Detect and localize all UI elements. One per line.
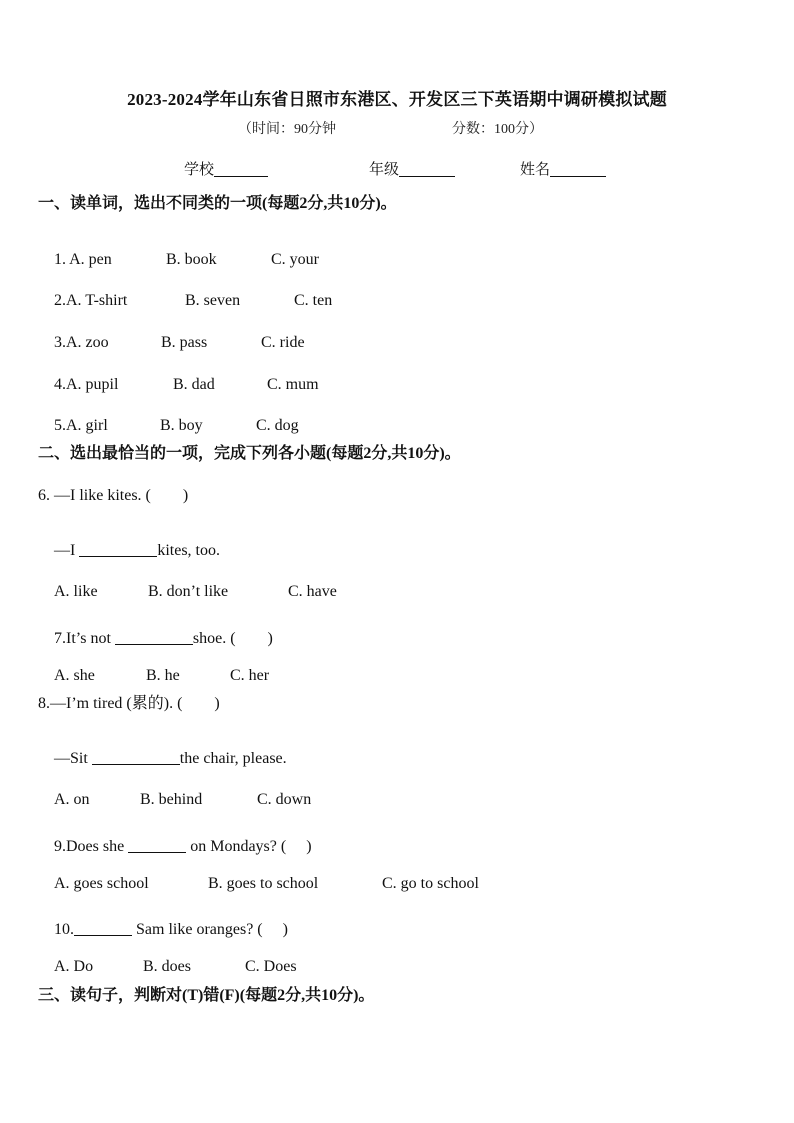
name-label: 姓名 bbox=[520, 162, 551, 178]
q1-option-c: C. your bbox=[271, 251, 319, 268]
q7-option-a: A. she bbox=[54, 667, 95, 684]
grade-blank bbox=[399, 160, 455, 177]
q10-option-a: A. Do bbox=[54, 958, 94, 975]
q5-option-a: 5.A. girl bbox=[54, 417, 108, 434]
section-3-heading: 三、读句子，判断对(T)错(F)(每题2分,共10分)。 bbox=[38, 987, 375, 1004]
q3-option-c: C. ride bbox=[261, 334, 305, 351]
q1-option-b: B. book bbox=[166, 251, 217, 268]
q7-answer-blank[interactable] bbox=[115, 630, 193, 645]
q3-option-b: B. pass bbox=[161, 334, 208, 351]
q6-option-b: B. don’t like bbox=[148, 583, 229, 600]
school-label: 学校 bbox=[184, 162, 215, 178]
q10-option-c: C. Does bbox=[245, 958, 297, 975]
name-field bbox=[520, 158, 606, 179]
school-field bbox=[184, 158, 268, 179]
name-blank bbox=[550, 160, 606, 177]
q6-option-a: A. like bbox=[54, 583, 98, 600]
q9-pre: 9.Does she bbox=[54, 838, 129, 855]
q8-option-a: A. on bbox=[54, 791, 90, 808]
q7-option-c: C. her bbox=[230, 667, 270, 684]
q9-answer-blank[interactable] bbox=[128, 838, 186, 853]
q7-option-b: B. he bbox=[146, 667, 180, 684]
time-label: （时间：90分钟 bbox=[238, 122, 336, 137]
q8-answer-blank[interactable] bbox=[92, 750, 180, 765]
score-label: 分数：100分） bbox=[452, 122, 543, 137]
q8-option-c: C. down bbox=[257, 791, 312, 808]
q4-option-c: C. mum bbox=[267, 376, 319, 393]
q8-line2-post: the chair, please. bbox=[179, 750, 287, 767]
q9-option-c: C. go to school bbox=[382, 875, 479, 892]
q7-post: shoe. ( ) bbox=[192, 630, 273, 647]
q10-pre: 10. bbox=[54, 921, 74, 938]
q4-option-b: B. dad bbox=[173, 376, 215, 393]
q10-answer-blank[interactable] bbox=[74, 921, 132, 936]
q8-option-b: B. behind bbox=[140, 791, 203, 808]
q8-line2-pre: —Sit bbox=[54, 750, 92, 767]
q6-option-c: C. have bbox=[288, 583, 337, 600]
page-title: 2023-2024学年山东省日照市东港区、开发区三下英语期中调研模拟试题 bbox=[127, 90, 667, 109]
q3-option-a: 3.A. zoo bbox=[54, 334, 109, 351]
q7-pre: 7.It’s not bbox=[54, 630, 115, 647]
q6-line2-pre: —I bbox=[54, 542, 80, 559]
q5-option-c: C. dog bbox=[256, 417, 299, 434]
q4-option-a: 4.A. pupil bbox=[54, 376, 119, 393]
q6-answer-blank[interactable] bbox=[79, 542, 157, 557]
q9-option-a: A. goes school bbox=[54, 875, 149, 892]
section-2-heading: 二、选出最恰当的一项，完成下列各小题(每题2分,共10分)。 bbox=[38, 445, 461, 462]
q2-option-a: 2.A. T-shirt bbox=[54, 292, 128, 309]
question-8-stem: 8.—I’m tired (累的). ( ) bbox=[38, 695, 220, 712]
q9-post: on Mondays? ( ) bbox=[186, 838, 312, 855]
q6-line2-post: kites, too. bbox=[157, 542, 220, 559]
q2-option-b: B. seven bbox=[185, 292, 241, 309]
q1-option-a: 1. A. pen bbox=[54, 251, 112, 268]
grade-field bbox=[369, 158, 455, 179]
q2-option-c: C. ten bbox=[294, 292, 333, 309]
q9-option-b: B. goes to school bbox=[208, 875, 319, 892]
section-1-heading: 一、读单词，选出不同类的一项(每题2分,共10分)。 bbox=[38, 195, 397, 212]
q10-option-b: B. does bbox=[143, 958, 191, 975]
question-6-stem: 6. —I like kites. ( ) bbox=[38, 487, 189, 504]
q10-post: Sam like oranges? ( ) bbox=[132, 921, 288, 938]
q5-option-b: B. boy bbox=[160, 417, 203, 434]
grade-label: 年级 bbox=[369, 162, 400, 178]
school-blank bbox=[214, 160, 268, 177]
